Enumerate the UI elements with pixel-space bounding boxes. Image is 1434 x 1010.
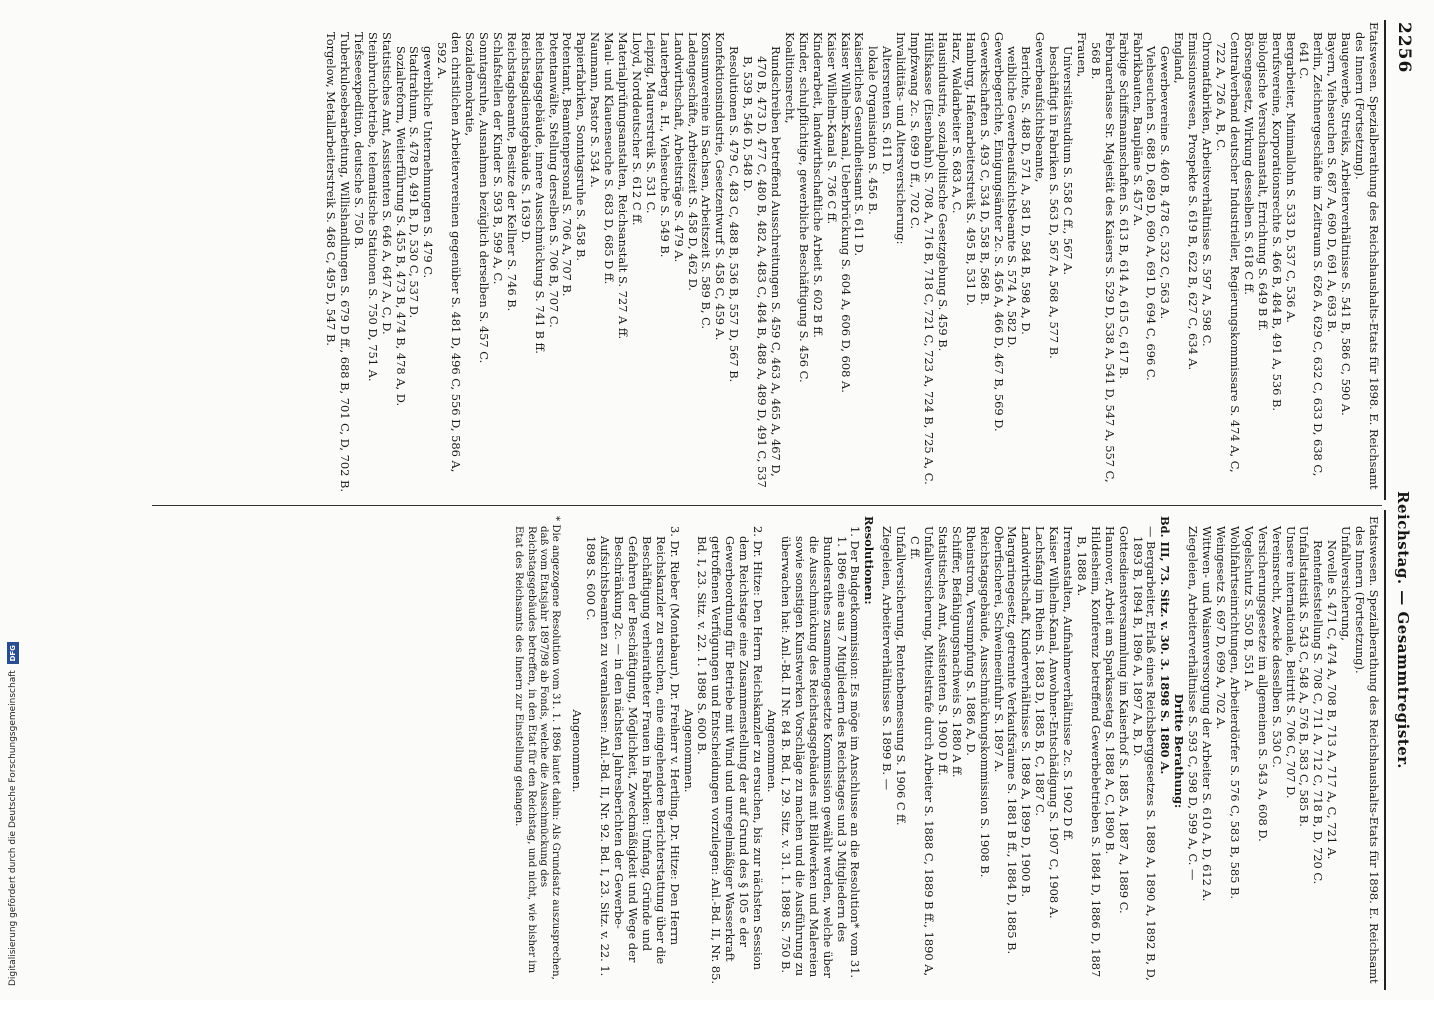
index-entry: weibliche Gewerbeaufsichtsbeamte S. 574 A, 582 D.	[1005, 46, 1020, 349]
index-entry: — Bergarbeiter, Erlaß eines Reichsberggesetzes S. 1889 A, 1890 A, 1892 B, D, 1893 B, 1894 B, 1896 A, 1897 A, B, D.	[1130, 526, 1159, 981]
index-entry: beschäftigt in Fabriken S. 563 D, 567 A, 568 A, 577 B.	[1047, 46, 1062, 359]
index-entry: gewerbliche Unternehmungen S. 479 C.	[421, 46, 436, 279]
index-entry: Gewerbegerichte, Einigungsämter 2c. S. 456 A, 466 D, 467 B, 569 D.	[991, 32, 1006, 432]
index-entry: Kaiser Wilhelm-Kanal, Ueberbrückung S. 604 A, 606 D, 608 A.	[838, 32, 853, 393]
header-rule-left	[1384, 20, 1386, 500]
index-entry: Leipzig, Maurerstreik S. 531 C.	[643, 32, 658, 214]
index-entry: Bergarbeiter, Minimallohn S. 533 D, 537 C, 536 A.	[1283, 32, 1298, 323]
resolution-status: Angenommen.	[681, 709, 696, 793]
index-entry: Lauterberg a. H., Viehseuche S. 549 B.	[657, 32, 672, 258]
index-entry: Etatswesen. Spezialberathung des Reichshaushalts-Etats für 1898. E. Reichsamt des Innern (Fortsetzung).	[1353, 22, 1381, 490]
index-entry: England,	[1172, 32, 1187, 84]
index-entry: Reichstagsbeamte, Besitze der Kellner S. 746 B.	[504, 32, 519, 312]
index-entry: Ziegeleien, Arbeiterverhältnisse S. 593 C, 598 D, 599 A, C. —	[1186, 526, 1201, 881]
resolution-status: Angenommen.	[570, 709, 585, 793]
index-entry: Rundschreiben betreffend Ausschreitungen S. 459 C, 463 A, 465 A, 467 D, 470 B, 473 D, 477 C, 480 B, 482 A, 483 C, 484 B, 488 A, 489 D, 491 C, 537 B, 539 B, 546 D, 548 D.	[741, 46, 784, 488]
index-entry: Irrenanstalten, Aufnahmeverhältnisse 2c. S. 1902 D ff.	[1061, 526, 1076, 842]
index-entry: Ziegeleien, Arbeiterverhältnisse S. 1899 B. —	[880, 526, 895, 791]
index-entry: Vereinsrecht, Zwecke desselben S. 530 C.	[1269, 526, 1284, 768]
index-entry: lokale Organisation S. 456 B.	[866, 46, 881, 215]
index-entry: Landwirthschaft, Arbeitsträge S. 479 A.	[671, 32, 686, 263]
index-entry: Sozialreform, Weiterführung S. 455 B, 473 B, 474 B, 478 A, D.	[393, 46, 408, 407]
index-entry: Kinder, schulpflichtige, gewerbliche Beschäftigung S. 456 C.	[796, 32, 811, 383]
index-entry: Stadtrathum, S. 478 D, 491 B, D, 530 C, 537 D.	[407, 46, 422, 319]
index-entry: Naumann, Pastor S. 534 A.	[588, 32, 603, 188]
column-divider	[152, 505, 1382, 506]
index-entry: Wohlfahrtseinrichtungen, Arbeiterdörfer S. 576 C, 583 B, 585 B.	[1227, 526, 1242, 899]
index-entry: Versicherungsgesetze im allgemeinen S. 543 A, 608 D.	[1255, 526, 1270, 842]
index-entry: Weingesetz S. 697 D, 699 A, 702 A.	[1214, 526, 1229, 730]
index-entry: Unfallversicherung,	[1339, 526, 1354, 641]
index-entry: Februarerlasse Sr. Majestät des Kaisers S. 529 D, 538 A, 541 D, 547 A, 557 C, 568 B.	[1088, 32, 1117, 483]
index-entry: Gewerbevereine S. 460 B, 478 C, 532 C, 563 A.	[1158, 46, 1173, 320]
index-entry: Reichstagsdienstgebäude S. 1639 D.	[518, 32, 533, 244]
index-entry: Berichte, S. 488 D, 571 A, 581 D, 584 B, 598 A, D.	[1019, 46, 1034, 335]
index-entry: Frauen,	[1074, 32, 1089, 78]
index-entry: Kinderarbeit, landwirthschaftliche Arbeit S. 602 B ff.	[810, 32, 825, 338]
index-entry: Baugewerbe, Streiks, Arbeiterverhältnisse S. 541 B, 586 C, 590 A.	[1339, 32, 1354, 416]
index-entry: Etatswesen. Spezialberathung des Reichshaushalts-Etats für 1898. E. Reichsamt des Innern (Fortsetzung).	[1353, 516, 1381, 984]
index-entry: Berlin, Zeichnergeschäfte im Zeitraum S. 626 A, 629 C, 632 C, 633 D, 638 C, 641 C.	[1297, 32, 1326, 477]
index-entry: Hülfskasse (Eisenbahn) S. 708 A, 716 B, 718 C, 721 C, 723 A, 724 B, 725 A, C.	[922, 32, 936, 485]
page-number: 2256	[1394, 22, 1414, 74]
header-rule-right	[1384, 510, 1386, 990]
index-entry: Margarinegesetz, getrennte Verkaufsräume S. 1881 B ff., 1884 D, 1885 B.	[1005, 526, 1020, 955]
index-entry: Biologische Versuchsanstalt, Errichtung S. 649 B ff.	[1255, 32, 1270, 332]
index-entry: Sozialdemokratie,	[463, 32, 478, 137]
section-heading: Dritte Berathung:	[1172, 693, 1187, 809]
section-heading: Resolutionen:	[862, 516, 877, 605]
index-entry: Unfallversicherung, Mittelstrafe durch Arbeiter S. 1888 C, 1889 B ff., 1890 A, C ff.	[908, 526, 936, 977]
index-entry: Unfallstatistik S. 543 C, 548 A, 576 B, 583 C, 585 B.	[1297, 526, 1312, 827]
index-entry: Statistisches Amt, Assistenten S. 1900 D ff.	[935, 526, 950, 776]
index-entry: Bayern, Viehseuchen S. 687 A, 690 D, 691 A, 693 B.	[1325, 32, 1340, 333]
index-entry: Reichstagsgebäude, Ausschmückungskommission S. 1908 B.	[977, 526, 992, 878]
index-entry: Schiffer, Befähigungsnachweis S. 1880 A ff.	[949, 526, 964, 778]
index-entry: Koalitionsrecht,	[782, 32, 797, 124]
index-entry: Lachsfang im Rhein S. 1883 D, 1885 B, C, 1887 C.	[1033, 526, 1048, 817]
index-entry: Kaiserliches Gesundheitsamt S. 611 D.	[852, 32, 867, 257]
index-entry: Tiefseeexpedition, deutsche S. 750 B.	[351, 32, 366, 250]
rotated-sheet	[34, 0, 1434, 1000]
index-entry: Rheinstrom, Versumpfung S. 1886 A, D.	[963, 526, 978, 756]
index-entry: Konfektionsindustrie, Gesetzentwurf S. 458 C, 459 A.	[713, 32, 728, 341]
index-entry: Invaliditäts- und Altersversicherung:	[894, 32, 909, 245]
index-entry: Kaiser Wilhelm-Kanal, Anwohner-Entschädigung S. 1907 C, 1908 A.	[1047, 526, 1062, 919]
index-entry: Resolutionen S. 479 C, 483 C, 488 B, 536 B, 557 D, 567 B.	[727, 46, 742, 383]
index-entry: Konsumvereine in Sachsen, Arbeitszeit S. 589 B, C.	[699, 32, 714, 330]
index-entry: Hamburg, Hafenarbeiterstreik S. 495 B, 531 D.	[963, 32, 978, 306]
right-column	[512, 516, 1380, 986]
index-entry: Kaiser Wilhelm-Kanal S. 736 C ff.	[824, 32, 839, 225]
index-entry: Novelle S. 471 C, 474 A, 708 B, 713 A, 717 A, C, 721 A.	[1325, 540, 1340, 860]
index-entry: Börsengesetz, Wirkung desselben S. 618 C ff.	[1241, 32, 1256, 295]
resolution-status: Angenommen.	[765, 709, 780, 793]
index-entry: Maul- und Klauenseuche S. 683 D, 685 D ff.	[602, 32, 617, 285]
index-entry: Bd. III, 73. Sitz. v. 30. 3. 1898 S. 1880 A.	[1158, 516, 1173, 775]
index-entry: Hausindustrie, sozialpolitische Gesetzgebung S. 459 B.	[935, 32, 950, 352]
index-entry: Ladengeschäfte, Arbeitszeit S. 458 D, 462 D.	[685, 32, 700, 291]
index-entry: Berufsvereine, Korporationsrechte S. 466 B, 484 B, 491 A, 536 B.	[1269, 32, 1284, 412]
index-entry: Altersrenten S. 611 D.	[880, 46, 895, 175]
index-entry: Materialprüfungsanstalten, Reichsanstalt S. 727 A ff.	[616, 32, 631, 340]
footnote: * Die angezogene Resolution vom 31. 1. 1896 lautet dahin: Als Grundsatz auszusprechen, daß vom Etatsjahr 1897/98 ab Fonds, welche die Ausschmückung des Reichstagsgebäudes betreffen, in den Etat für den Reichstag, und nicht, wie bisher im Etat des Reichsamts des Innern zur Einstellung gelangen.	[513, 516, 562, 980]
index-entry: Schlafstellen der Kinder S. 593 B, 599 A, C.	[490, 32, 505, 285]
index-entry: Unfallversicherung, Rentenbemessung S. 1906 C ff.	[894, 526, 909, 826]
index-entry: Unsere internationale, Beitritt S. 706 C, 707 D.	[1283, 526, 1298, 799]
index-entry: Emissionswesen, Prospekte S. 619 B, 622 B, 627 C, 634 A.	[1186, 32, 1201, 371]
index-entry: Impfzwang 2c. S. 699 D ff., 702 C.	[908, 32, 923, 230]
index-entry: Reichstagsgebäude, innere Ausschmückung S. 741 B ff.	[532, 32, 547, 354]
index-entry: Steinbruchbetriebe, telematische Stationen S. 750 D, 751 A.	[365, 32, 380, 382]
index-entry: Harz, Waldarbeiter S. 683 A, C.	[949, 32, 964, 214]
index-entry: Chromatfabriken, Arbeitsverhältnisse S. 597 A, 598 C.	[1200, 32, 1215, 347]
index-entry: Torgelow, Metallarbeiterstreik S. 468 C, 495 D, 547 B.	[324, 32, 339, 346]
index-entry: Hannover, Arbeit am Sparkassetag S. 1888 A, C, 1890 B.	[1102, 526, 1117, 855]
dfg-logo: DFG	[7, 642, 19, 664]
index-entry: Vogelschutz S. 550 B, 551 A.	[1241, 526, 1256, 692]
left-column	[323, 22, 1380, 492]
resolution-entry: 1. Der Budgetkommission: Es möge im Anschlusse an die Resolution* vom 31. 1. 1896 eine aus 7 Mitgliedern des Reichstages und 3 Mitgliedern des Bundesrathes zusammengesetzte Kommission gewählt werden, welche über die Ausschmückung des Reichstagsgebäudes mit Bildwerken und Malereien sowie sonstigen Kunstwerken Vorschläge zu machen und die Ausführung zu überwachen hat: Anl.-Bd. II Nr. 84 B. Bd. I, 29. Sitz. v. 31. 1. 1898 S. 750 B.	[778, 526, 863, 978]
index-entry: Centralverband deutscher Industrieller, Regierungskommissare S. 474 A, C, 722 A, 726 A, B, C.	[1214, 32, 1242, 473]
index-entry: Lloyd, Norddeutscher S. 612 C ff.	[629, 32, 644, 226]
index-entry: Gottesdienstversammlung im Kaiserhof S. 1885 A, 1887 A, 1889 C.	[1116, 526, 1131, 914]
index-entry: Statistisches Amt, Assistenten S. 646 A, 647 A, C, D.	[379, 32, 394, 335]
index-entry: Papierfabriken, Sonntagsruhe S. 458 B.	[574, 32, 589, 261]
index-entry: Farbige Schiffsmannschaften S. 613 B, 614 A, 615 C, 617 B.	[1116, 32, 1131, 379]
index-entry: Rentenfeststellung S. 708 C, 711 A, 712 C, 718 B, D, 720 C.	[1311, 540, 1326, 885]
index-entry: Universitätsstudium S. 558 C ff., 567 A.	[1061, 46, 1076, 276]
resolution-entry: 3. Dr. Rieber (Montabaur), Dr. Freiherr v. Hertling, Dr. Hitze: Den Herrn Reichskanzler zu ersuchen, eine eingehendere Berichterstattung über die Beschäftigung verheiratheter Frauen in Fabriken: Umfang, Gründe und Gefahren der Beschäftigung, Möglichkeit, Zweckmäßigkeit und Wege der Beschränkung 2c. — in den nächsten Jahresberichten der Gewerbe-Aufsichtsbeamten zu veranlassen: Anl.-Bd. II, Nr. 92. Bd. I, 23. Sitz. v. 22. 1. 1898 S. 600 C.	[584, 526, 682, 977]
index-entry: Oberfischerei, Schweineeinfuhr S. 1897 A.	[991, 526, 1006, 773]
resolution-entry: 2. Dr. Hitze: Den Herrn Reichskanzler zu ersuchen, bis zur nächsten Session dem Reichstage eine Zusammenstellung der auf Grund des § 105 e der Gewerbeordnung für Betriebe mit Wind und unregelmäßiger Wasserkraft getroffenen Verfügungen und Entscheidungen vorzulegen: Anl.-Bd. II, Nr. 85. Bd. I, 23. Sitz. v. 22. 1. 1898 S. 600 B.	[695, 526, 766, 984]
index-entry: Wittwen- und Waisenversorgung der Arbeiter S. 610 A, D, 612 A.	[1200, 526, 1215, 902]
index-entry: den christlichen Arbeitervereinen gegenüber S. 481 D, 496 C, 556 D, 586 A, 592 A.	[435, 32, 464, 473]
index-entry: Fabrikbauten, Baupläne S. 457 A.	[1130, 32, 1145, 227]
digitization-credit	[4, 16, 24, 986]
index-entry: Hildesheim, Konferenz betreffend Gewerbebetrieben S. 1884 D, 1886 D, 1887 B, 1888 A.	[1074, 526, 1103, 978]
index-entry: Landwirthschaft, Kinderverhältnisse S. 1898 A, 1899 D, 1900 B.	[1019, 526, 1034, 897]
index-entry: Potentanwälte, Stellung derselben S. 706 B, 707 C.	[546, 32, 561, 328]
page-header	[1384, 0, 1434, 1000]
index-entry: Gewerkschaften S. 493 C, 534 D, 558 B, 568 B.	[977, 32, 992, 305]
index-entry: Viehseuchen S. 688 D, 689 D, 690 A, 691 D, 694 C, 696 C.	[1144, 46, 1159, 381]
index-entry: Gewerbeaufsichtsbeamte,	[1033, 32, 1048, 183]
index-entry: Potentamt, Beamtenpersonal S. 706 A, 707 B.	[560, 32, 575, 297]
running-head: Reichstag. — Gesammtregister.	[1394, 491, 1412, 769]
index-entry: Sonntagsruhe, Ausnahmen bezüglich derselben S. 457 C.	[477, 32, 491, 364]
credit-text: Digitalisierung gefördert durch die Deutsche Forschungsgemeinschaft	[8, 670, 18, 986]
index-entry: Tuberkulosebearbeitung, Willishandlungen S. 679 D ff., 688 B, 701 C, D, 702 B.	[337, 32, 352, 492]
